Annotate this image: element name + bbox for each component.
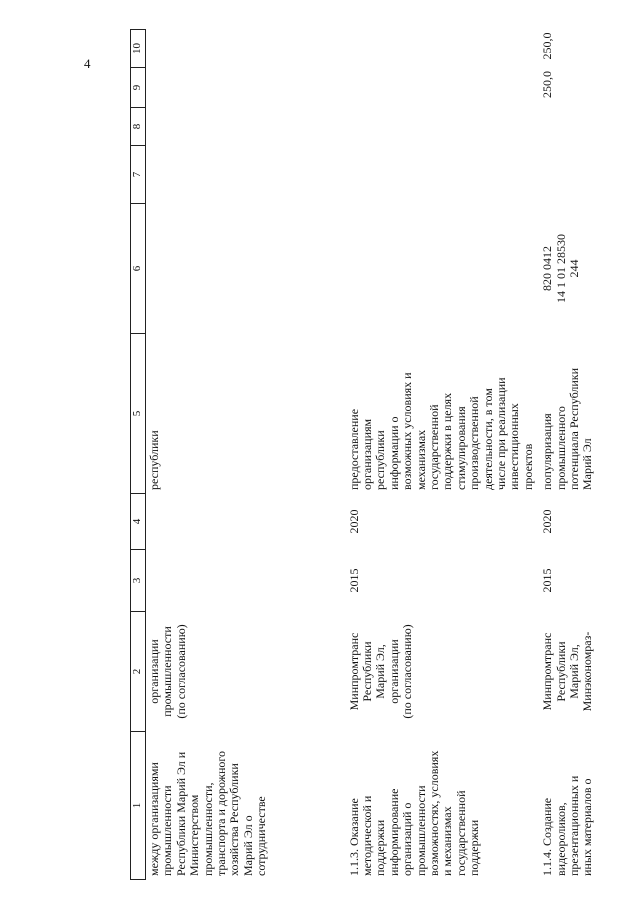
cell-line: государственной [453, 790, 468, 876]
header-cell-10: 10 [131, 30, 146, 68]
cell-line: 1.1.3. Оказание [346, 798, 361, 876]
header-cell-4: 4 [131, 494, 146, 550]
table-cell-col1 [346, 732, 540, 880]
header-cell-7: 7 [131, 146, 146, 204]
cell-line: Республики [359, 641, 374, 702]
cell-line: организациям [359, 418, 374, 490]
cell-line: Минпромтранс [540, 632, 555, 711]
cell-line: промышленности, [200, 782, 215, 876]
table-cell-col3: 2015 [540, 568, 555, 593]
table-cell-col5 [346, 334, 540, 494]
cell-line: презентационных и [567, 775, 581, 876]
cell-line: республики [373, 430, 388, 490]
table-body [146, 30, 630, 880]
cell-line: Министерством [187, 794, 202, 876]
cell-line: Республики Марий Эл и [173, 751, 188, 876]
table-row [146, 30, 346, 880]
table-cell-col3 [146, 550, 346, 612]
table-cell-col10 [346, 30, 540, 68]
cell-line: хозяйства Республики [227, 763, 242, 876]
header-cell-9: 9 [131, 68, 146, 108]
cell-line: предоставление [346, 408, 361, 490]
cell-line: деятельности, в том [480, 388, 495, 490]
cell-line: поддержки [373, 819, 388, 876]
header-cell-5: 5 [131, 334, 146, 494]
cell-line: государственной [426, 404, 441, 490]
table-cell-col9 [146, 68, 346, 108]
cell-line: организации [147, 639, 161, 704]
cell-line: (по согласованию) [173, 624, 188, 719]
cell-line: возможностях, условиях [426, 750, 441, 876]
table-cell-col4: 2020 [540, 509, 555, 534]
table-cell-col8 [346, 108, 540, 146]
cell-line: Республики [553, 641, 568, 702]
cell-line: методической и [359, 795, 374, 876]
table-cell-col2 [346, 612, 540, 732]
cell-line: видеороликов, [553, 802, 568, 876]
cell-line: промышленности [160, 785, 175, 876]
cell-line: организации [386, 639, 401, 704]
table-cell-col6 [146, 204, 346, 334]
header-cell-8: 8 [131, 108, 146, 146]
cell-line: иных материалов о [580, 778, 595, 876]
table-cell-col4: 2020 [346, 509, 361, 534]
table-row [346, 30, 540, 880]
cell-line: потенциала Республики [567, 367, 581, 490]
table-cell-col8 [539, 108, 629, 146]
cell-line: механизмах [413, 429, 428, 490]
cell-line: числе при реализации [493, 377, 508, 490]
cell-line: возможных условиях и [400, 372, 415, 490]
table-cell-col2 [539, 612, 629, 732]
cell-line: стимулирования [453, 406, 468, 490]
table-cell-col7 [146, 146, 346, 204]
cell-line: 14 1 01 28530 [553, 234, 568, 303]
cell-line: 1.1.4. Создание [540, 797, 555, 876]
table-cell-col10 [146, 30, 346, 68]
cell-line: организаций о [400, 802, 415, 876]
header-cell-2: 2 [131, 612, 146, 732]
cell-line: (по согласованию) [400, 624, 415, 719]
cell-line: поддержки [467, 819, 482, 876]
cell-line: Марий Эл о [240, 815, 255, 876]
table-cell-col3: 2015 [346, 568, 361, 593]
table-cell-col1 [146, 732, 346, 880]
cell-line: транспорта и дорожного [214, 750, 229, 876]
table-cell-col6 [539, 204, 629, 334]
cell-line: промышленности [160, 626, 175, 717]
table-cell-col6 [346, 204, 540, 334]
cell-line: сотрудничестве [254, 796, 269, 876]
table-cell-col9 [346, 68, 540, 108]
header-cell-6: 6 [131, 204, 146, 334]
cell-line: промышленности [413, 785, 428, 876]
cell-line: Минпромтранс [346, 632, 361, 711]
table-cell-col5 [146, 334, 346, 494]
cell-line: информации о [386, 416, 401, 490]
table-cell-col7 [539, 146, 629, 204]
cell-line: проектов [520, 443, 535, 490]
cell-line: 820 0412 [540, 246, 555, 291]
table-cell-col5 [539, 334, 629, 494]
table-cell-col9: 250,0 [540, 71, 555, 98]
cell-line: республики [147, 430, 161, 490]
cell-line: популяризация [540, 413, 555, 490]
page-number: 4 [84, 56, 91, 71]
program-table [130, 29, 629, 880]
table-cell-col2 [146, 612, 346, 732]
table-cell-col8 [146, 108, 346, 146]
table-row [539, 30, 629, 880]
header-cell-1: 1 [131, 732, 146, 880]
table-container [130, 0, 640, 880]
cell-line: Марий Эл, [567, 644, 581, 699]
cell-line: Марий Эл [580, 438, 595, 490]
cell-line: и механизмах [440, 806, 455, 876]
cell-line: информирование [386, 788, 401, 876]
table-cell-col7 [346, 146, 540, 204]
cell-line: Минэкономраз- [580, 631, 595, 712]
table-cell-col1 [539, 732, 629, 880]
header-cell-3: 3 [131, 550, 146, 612]
table-cell-col4 [146, 494, 346, 550]
cell-line: поддержки в целях [440, 392, 455, 490]
cell-line: производственной [467, 396, 482, 490]
cell-line: 244 [567, 259, 581, 278]
cell-line: инвестиционных [507, 403, 522, 490]
cell-line: промышленного [553, 406, 568, 490]
header-row [131, 30, 146, 880]
cell-line: между организациями [147, 762, 161, 876]
table-cell-col10: 250,0 [540, 32, 555, 60]
cell-line: Марий Эл, [373, 644, 388, 699]
